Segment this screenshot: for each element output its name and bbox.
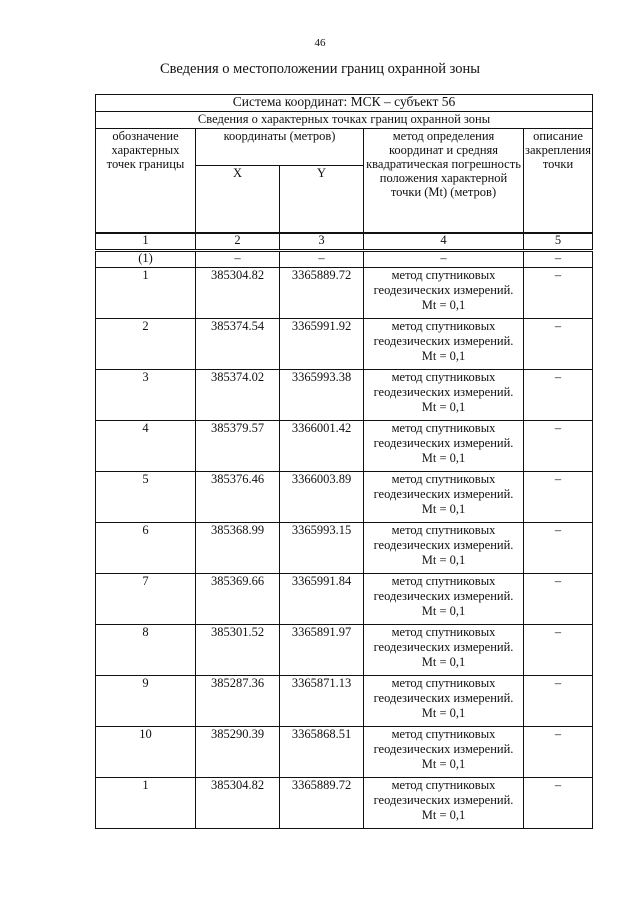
fixing-description-cell: – xyxy=(524,319,593,370)
method-cell: метод спутниковых геодезических измерений. Mt = 0,1 xyxy=(364,268,524,319)
method-cell: метод спутниковых геодезических измерений. Mt = 0,1 xyxy=(364,370,524,421)
point-designation-cell: 4 xyxy=(96,421,196,472)
point-designation-cell: 3 xyxy=(96,370,196,421)
document-title: Сведения о местоположении границ охранной зоны xyxy=(159,61,480,77)
coordinate-x-cell: – xyxy=(196,251,280,268)
table-row xyxy=(96,251,593,268)
column-number-row xyxy=(96,233,593,251)
points-section-header: Сведения о характерных точках границ охранной зоны xyxy=(96,112,593,129)
method-cell: – xyxy=(364,251,524,268)
coordinate-x-cell: 385301.52 xyxy=(196,625,280,676)
column-header-designation: обозначение характерных точек границы xyxy=(96,129,196,234)
table-row xyxy=(96,523,593,574)
method-cell: метод спутниковых геодезических измерений. Mt = 0,1 xyxy=(364,319,524,370)
point-designation-cell: 1 xyxy=(96,778,196,829)
coordinate-y-cell: 3365891.97 xyxy=(280,625,364,676)
column-number: 2 xyxy=(196,233,280,251)
fixing-description-cell: – xyxy=(524,676,593,727)
column-header-y: Y xyxy=(280,166,364,234)
fixing-description-cell: – xyxy=(524,523,593,574)
coordinate-y-cell: – xyxy=(280,251,364,268)
column-header-x: X xyxy=(196,166,280,234)
coordinate-y-cell: 3365993.38 xyxy=(280,370,364,421)
table-row xyxy=(96,778,593,829)
coordinate-y-cell: 3365889.72 xyxy=(280,778,364,829)
point-designation-cell: 7 xyxy=(96,574,196,625)
point-designation-cell: (1) xyxy=(96,251,196,268)
table-row xyxy=(96,727,593,778)
table-row xyxy=(96,268,593,319)
coordinate-x-cell: 385369.66 xyxy=(196,574,280,625)
method-cell: метод спутниковых геодезических измерений. Mt = 0,1 xyxy=(364,778,524,829)
fixing-description-cell: – xyxy=(524,421,593,472)
coordinate-x-cell: 385374.02 xyxy=(196,370,280,421)
method-cell: метод спутниковых геодезических измерений. Mt = 0,1 xyxy=(364,676,524,727)
table-row xyxy=(96,421,593,472)
fixing-description-cell: – xyxy=(524,778,593,829)
coordinate-y-cell: 3365868.51 xyxy=(280,727,364,778)
fixing-description-cell: – xyxy=(524,370,593,421)
table-row xyxy=(96,319,593,370)
coordinate-x-cell: 385290.39 xyxy=(196,727,280,778)
coordinate-y-cell: 3365993.15 xyxy=(280,523,364,574)
point-designation-cell: 1 xyxy=(96,268,196,319)
fixing-description-cell: – xyxy=(524,251,593,268)
coordinate-y-cell: 3365991.92 xyxy=(280,319,364,370)
method-cell: метод спутниковых геодезических измерений. Mt = 0,1 xyxy=(364,472,524,523)
coordinate-system-header: Система координат: МСК – субъект 56 xyxy=(96,95,593,112)
coordinate-x-cell: 385287.36 xyxy=(196,676,280,727)
column-number: 4 xyxy=(364,233,524,251)
table-row xyxy=(96,472,593,523)
column-header-fixing: описание закрепления точки xyxy=(524,129,593,234)
coordinate-x-cell: 385376.46 xyxy=(196,472,280,523)
point-designation-cell: 8 xyxy=(96,625,196,676)
coordinate-y-cell: 3365871.13 xyxy=(280,676,364,727)
coordinates-table xyxy=(95,94,593,829)
fixing-description-cell: – xyxy=(524,727,593,778)
method-cell: метод спутниковых геодезических измерений. Mt = 0,1 xyxy=(364,421,524,472)
column-header-coordinates: координаты (метров) xyxy=(196,129,364,166)
method-cell: метод спутниковых геодезических измерений. Mt = 0,1 xyxy=(364,574,524,625)
point-designation-cell: 5 xyxy=(96,472,196,523)
table-row xyxy=(96,676,593,727)
table-row xyxy=(96,625,593,676)
fixing-description-cell: – xyxy=(524,625,593,676)
method-cell: метод спутниковых геодезических измерений. Mt = 0,1 xyxy=(364,523,524,574)
column-number: 5 xyxy=(524,233,593,251)
table-row xyxy=(96,574,593,625)
fixing-description-cell: – xyxy=(524,472,593,523)
table-row xyxy=(96,370,593,421)
coordinate-x-cell: 385379.57 xyxy=(196,421,280,472)
point-designation-cell: 10 xyxy=(96,727,196,778)
coordinate-y-cell: 3366003.89 xyxy=(280,472,364,523)
fixing-description-cell: – xyxy=(524,268,593,319)
column-number: 3 xyxy=(280,233,364,251)
coordinate-y-cell: 3365889.72 xyxy=(280,268,364,319)
coordinate-y-cell: 3365991.84 xyxy=(280,574,364,625)
point-designation-cell: 9 xyxy=(96,676,196,727)
column-number: 1 xyxy=(96,233,196,251)
coordinate-x-cell: 385368.99 xyxy=(196,523,280,574)
coordinate-y-cell: 3366001.42 xyxy=(280,421,364,472)
point-designation-cell: 2 xyxy=(96,319,196,370)
fixing-description-cell: – xyxy=(524,574,593,625)
coordinate-x-cell: 385304.82 xyxy=(196,268,280,319)
column-header-method: метод определения координат и средняя квадратическая погрешность положения характерной точки (Mt) (метров) xyxy=(364,129,524,234)
page-number: 46 xyxy=(314,37,326,49)
method-cell: метод спутниковых геодезических измерений. Mt = 0,1 xyxy=(364,625,524,676)
coordinate-x-cell: 385304.82 xyxy=(196,778,280,829)
coordinate-x-cell: 385374.54 xyxy=(196,319,280,370)
method-cell: метод спутниковых геодезических измерений. Mt = 0,1 xyxy=(364,727,524,778)
point-designation-cell: 6 xyxy=(96,523,196,574)
